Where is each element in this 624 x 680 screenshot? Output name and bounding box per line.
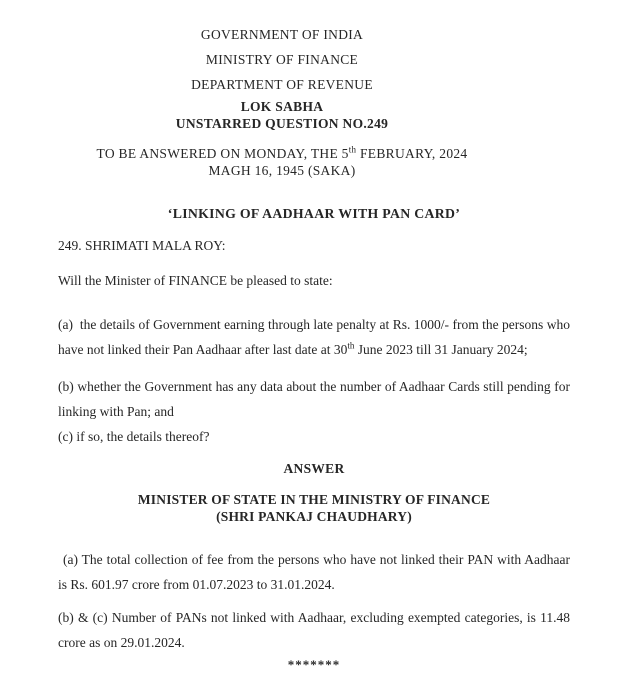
question-a-suffix: June 2023 till 31 January 2024;: [354, 342, 528, 357]
minister-title: MINISTER OF STATE IN THE MINISTRY OF FINANCE: [137, 492, 491, 507]
header-government: GOVERNMENT OF INDIA: [200, 27, 364, 42]
answer-date-ordinal: th: [348, 144, 357, 155]
answer-date-suffix: FEBRUARY, 2024: [356, 146, 468, 161]
answer-a: (a) The total collection of fee from the persons who have not linked their PAN with Aadhaar is Rs. 601.97 crore from 01.07.2023 to 31.01.2024.: [58, 552, 570, 592]
minister-block: [58, 491, 570, 525]
minister-name: (SHRI PANKAJ CHAUDHARY): [216, 509, 412, 524]
header-question-number: UNSTARRED QUESTION NO.249: [175, 116, 389, 131]
footer-asterisks: *******: [287, 657, 341, 672]
answer-heading: ANSWER: [283, 461, 345, 476]
question-a-prefix: (a) the details of Government earning through late penalty at Rs. 1000/- from the persons who have not linked their Pan Aadhaar after last date at 30: [58, 317, 570, 357]
question-member: 249. SHRIMATI MALA ROY:: [58, 238, 226, 253]
header-ministry: MINISTRY OF FINANCE: [205, 52, 359, 67]
header-department: DEPARTMENT OF REVENUE: [191, 77, 373, 92]
subject-title: ‘LINKING OF AADHAAR WITH PAN CARD’: [167, 206, 461, 221]
question-preamble: Will the Minister of FINANCE be pleased to state:: [58, 273, 333, 288]
question-a-ordinal: th: [347, 340, 355, 351]
header-answer-date: [58, 144, 506, 161]
header-house: LOK SABHA: [240, 99, 324, 114]
question-a: [58, 312, 570, 362]
answer-bc: (b) & (c) Number of PANs not linked with Aadhaar, excluding exempted categories, is 11.48 crore as on 29.01.2024.: [58, 610, 570, 650]
document-header: [58, 28, 570, 178]
question-b: (b) whether the Government has any data about the number of Aadhaar Cards still pending for linking with Pan; and: [58, 379, 570, 419]
question-c: (c) if so, the details thereof?: [58, 429, 210, 444]
header-saka-date: MAGH 16, 1945 (SAKA): [208, 163, 356, 178]
answer-date-prefix: TO BE ANSWERED ON MONDAY, THE 5: [96, 146, 349, 161]
